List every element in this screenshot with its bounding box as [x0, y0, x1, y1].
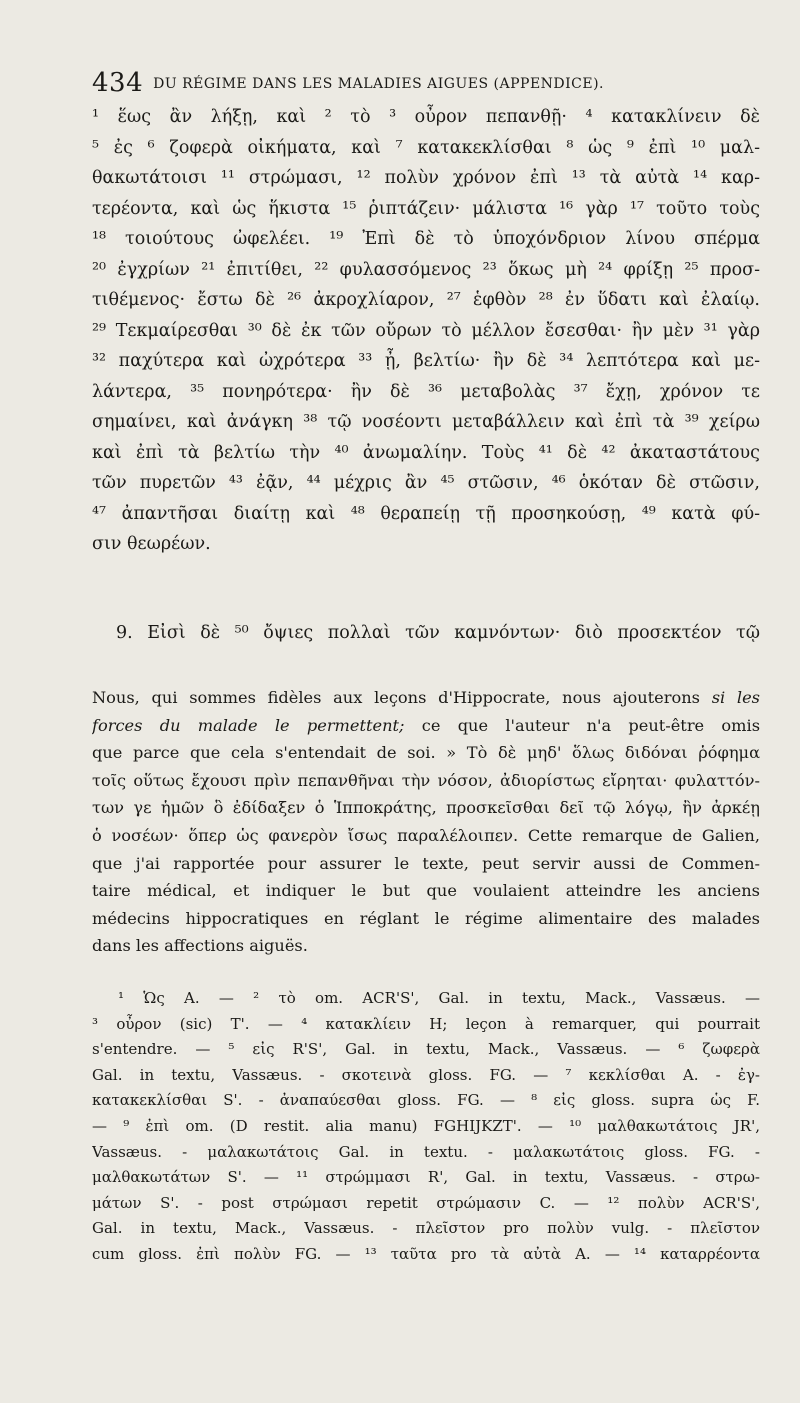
greek-line: ¹ ἕως ἂν λήξῃ, καὶ ² τὸ ³ οὖρον πεπανθῇ· ⁴ κατακλίνειν δὲ — [92, 107, 760, 127]
footnote-line: κατακεκλίσθαι S'. - ἀναπαύεσθαι gloss. FG. — ⁸ εἰς gloss. supra ὡς F. — [92, 1091, 760, 1110]
page-number: 434 — [92, 68, 144, 98]
section-9-line: 9. Εἰσὶ δὲ ⁵⁰ ὄψιες πολλαὶ τῶν καμνόντων· διὸ προσεκτέον τῷ — [116, 623, 760, 643]
greek-line: σιν θεωρέων. — [92, 534, 211, 554]
running-header — [92, 68, 732, 98]
greek-line: θακωτάτοισι ¹¹ στρώμασι, ¹² πολὺν χρόνον ἐπὶ ¹³ τὰ αὐτὰ ¹⁴ καρ- — [92, 168, 760, 188]
footnote-line: ¹ Ὡς A. — ² τὸ om. ACR'S', Gal. in textu, Mack., Vassæus. — — [118, 989, 760, 1007]
greek-line: ⁵ ἐς ⁶ ζοφερὰ οἰκήματα, καὶ ⁷ κατακεκλίσθαι ⁸ ὡς ⁹ ἐπὶ ¹⁰ μαλ- — [92, 137, 760, 158]
footnote-line: — ⁹ ἐπὶ om. (D restit. alia manu) FGHIJKZT'. — ¹⁰ μαλθακωτάτοις JR', — [92, 1116, 760, 1135]
footnote-line: Vassæus. - μαλακωτάτοις Gal. in textu. - μαλακωτάτοις gloss. FG. - — [92, 1142, 760, 1161]
section-9 — [92, 618, 760, 649]
footnote-line: Gal. in textu, Vassæus. - σκοτεινὰ gloss. FG. — ⁷ κεκλίσθαι A. - ἐγ- — [92, 1065, 760, 1084]
greek-line: τῶν πυρετῶν ⁴³ ἐᾷν, ⁴⁴ μέχρις ἂν ⁴⁵ στῶσιν, ⁴⁶ ὁκόταν δὲ στῶσιν, — [92, 473, 760, 493]
running-title: DU RÉGIME DANS LES MALADIES AIGUES (APPENDICE). — [153, 76, 605, 92]
commentary-italic: forces du malade le permettent; — [92, 715, 405, 735]
commentary-line: que j'ai rapportée pour assurer le texte, peut servir aussi de Commen- — [92, 853, 760, 873]
commentary-line: ὁ νοσέων· ὅπερ ὡς φανερὸν ἴσως παραλέλοιπεν. Cette remarque de Galien, — [92, 825, 760, 845]
greek-line: τιθέμενος· ἔστω δὲ ²⁶ ἀκροχλίαρον, ²⁷ ἑφθὸν ²⁸ ἐν ὕδατι καὶ ἐλαίῳ. — [92, 290, 760, 310]
footnote-line: cum gloss. ἐπὶ πολὺν FG. — ¹³ ταῦτα pro τὰ αὐτὰ A. — ¹⁴ καταρρέοντα — [92, 1244, 760, 1263]
greek-line: καὶ ἐπὶ τὰ βελτίω τὴν ⁴⁰ ἀνωμαλίην. Τοὺς ⁴¹ δὲ ⁴² ἀκαταστάτους — [92, 442, 760, 463]
footnote-line: μαλθακωτάτων S'. — ¹¹ στρώμμασι R', Gal. in textu, Vassæus. - στρω- — [92, 1168, 760, 1187]
greek-line: ⁴⁷ ἀπαντῆσαι διαίτῃ καὶ ⁴⁸ θεραπείῃ τῇ προσηκούσῃ, ⁴⁹ κατὰ φύ- — [92, 503, 760, 524]
greek-text — [92, 102, 760, 560]
commentary-line: taire médical, et indiquer le but que voulaient atteindre les anciens — [92, 881, 760, 901]
commentary-line: que parce que cela s'entendait de soi. » Τὸ δὲ μηδ' ὅλως διδόναι ῥόφημα — [92, 743, 760, 763]
commentary — [92, 684, 760, 960]
footnote-line: μάτων S'. - post στρώμασι repetit στρώμασιν C. — ¹² πολὺν ACR'S', — [92, 1193, 760, 1212]
commentary-line: médecins hippocratiques en réglant le régime alimentaire des malades — [92, 908, 760, 928]
footnote-line: ³ οὖρον (sic) T'. — ⁴ κατακλίειν H; leçon à remarquer, qui pourrait — [92, 1014, 760, 1033]
commentary-line: των γε ἡμῶν ὃ ἐδίδαξεν ὁ Ἱπποκράτης, προσκεῖσθαι δεῖ τῷ λόγῳ, ἢν ἀρκέῃ — [92, 798, 760, 818]
footnote-line: Gal. in textu, Mack., Vassæus. - πλεῖστον pro πολὺν vulg. - πλεῖστον — [92, 1219, 760, 1238]
greek-line: τερέοντα, καὶ ὡς ἥκιστα ¹⁵ ῥιπτάζειν· μάλιστα ¹⁶ γὰρ ¹⁷ τοῦτο τοὺς — [92, 198, 760, 219]
greek-line: ²⁰ ἐγχρίων ²¹ ἐπιτίθει, ²² φυλασσόμενος ²³ ὅκως μὴ ²⁴ φρίξῃ ²⁵ προσ- — [92, 259, 760, 280]
greek-line: λάντερα, ³⁵ πονηρότερα· ἢν δὲ ³⁶ μεταβολὰς ³⁷ ἔχῃ, χρόνον τε — [92, 381, 760, 402]
commentary-italic: si les — [711, 688, 760, 707]
greek-line: ³² παχύτερα καὶ ὠχρότερα ³³ ᾖ, βελτίω· ἢν δὲ ³⁴ λεπτότερα καὶ με- — [92, 351, 760, 371]
footnote-line: s'entendre. — ⁵ εἰς R'S', Gal. in textu, Mack., Vassæus. — ⁶ ζωφερὰ — [92, 1040, 760, 1059]
greek-line: σημαίνει, καὶ ἀνάγκη ³⁸ τῷ νοσέοντι μεταβάλλειν καὶ ἐπὶ τὰ ³⁹ χείρω — [92, 412, 760, 432]
commentary-line — [92, 712, 760, 740]
commentary-line — [92, 684, 760, 712]
commentary-line: τοῖς οὕτως ἔχουσι πρὶν πεπανθῆναι τὴν νόσον, ἀδιορίστως εἴρηται· φυλαττόν- — [92, 770, 760, 790]
commentary-line: dans les affections aiguës. — [92, 936, 308, 956]
commentary-text: ce que l'auteur n'a peut-être omis — [421, 715, 760, 735]
footnotes — [92, 986, 760, 1268]
greek-line: ²⁹ Τεκμαίρεσθαι ³⁰ δὲ ἐκ τῶν οὔρων τὸ μέλλον ἔσεσθαι· ἢν μὲν ³¹ γὰρ — [92, 320, 760, 341]
commentary-text: Nous, qui sommes fidèles aux leçons d'Hippocrate, nous ajouterons — [92, 688, 700, 707]
greek-line: ¹⁸ τοιούτους ὠφελέει. ¹⁹ Ἐπὶ δὲ τὸ ὑποχόνδριον λίνου σπέρμα — [92, 229, 760, 249]
